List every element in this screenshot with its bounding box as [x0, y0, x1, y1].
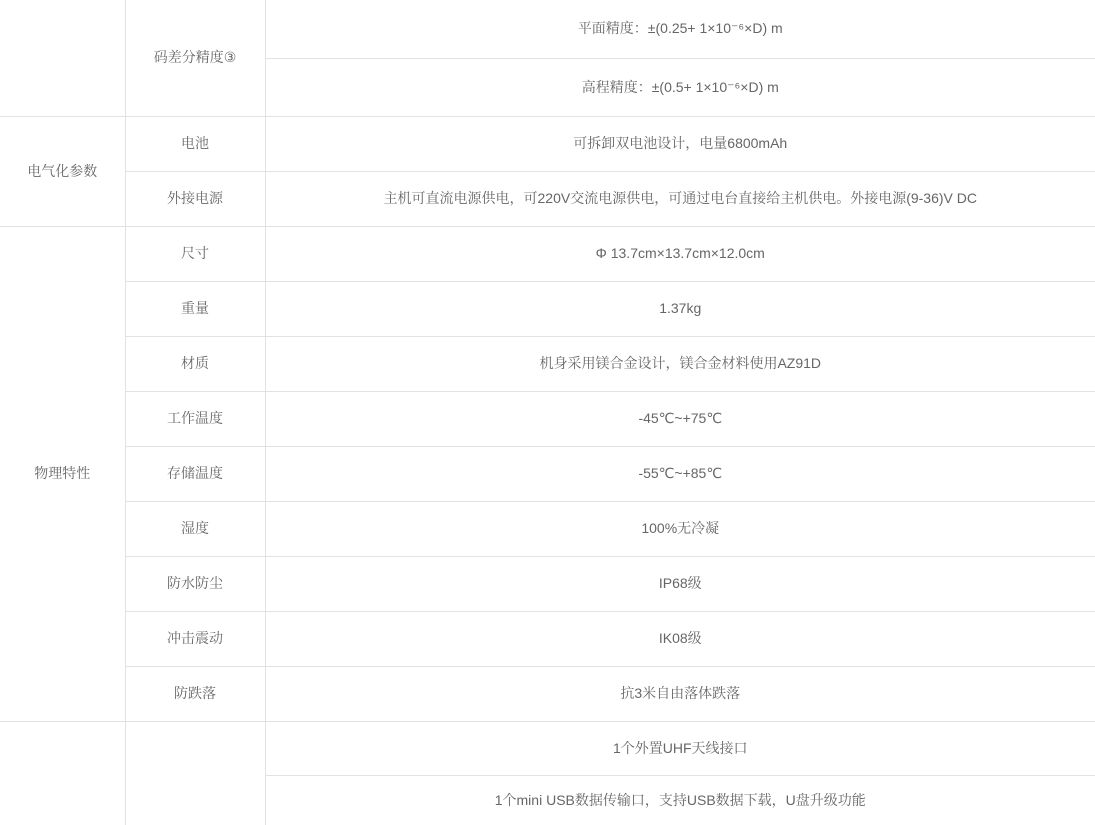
category-cell-physical: 物理特性 — [0, 226, 125, 721]
spec-value-plane-precision: 平面精度：±(0.25+ 1×10⁻⁶×D) m — [265, 0, 1095, 58]
spec-value-height-precision: 高程精度：±(0.5+ 1×10⁻⁶×D) m — [265, 58, 1095, 116]
spec-value-dimensions: Φ 13.7cm×13.7cm×12.0cm — [265, 226, 1095, 281]
spec-value-battery: 可拆卸双电池设计，电量6800mAh — [265, 116, 1095, 171]
spec-label-drop-resistance: 防跌落 — [125, 666, 265, 721]
spec-label-operating-temp: 工作温度 — [125, 391, 265, 446]
spec-value-operating-temp: -45℃~+75℃ — [265, 391, 1095, 446]
spec-label-code-diff-precision: 码差分精度③ — [125, 0, 265, 116]
spec-label-shock-vibration: 冲击震动 — [125, 611, 265, 666]
spec-value-external-power: 主机可直流电源供电，可220V交流电源供电，可通过电台直接给主机供电。外接电源(9-36)V DC — [265, 171, 1095, 226]
spec-value-uhf-antenna-port: 1个外置UHF天线接口 — [265, 721, 1095, 775]
spec-label-battery: 电池 — [125, 116, 265, 171]
spec-label-storage-temp: 存储温度 — [125, 446, 265, 501]
category-cell-precision — [0, 0, 125, 116]
spec-label-dimensions: 尺寸 — [125, 226, 265, 281]
spec-value-waterproof-dustproof: IP68级 — [265, 556, 1095, 611]
spec-label-external-power: 外接电源 — [125, 171, 265, 226]
spec-value-drop-resistance: 抗3米自由落体跌落 — [265, 666, 1095, 721]
spec-value-material: 机身采用镁合金设计，镁合金材料使用AZ91D — [265, 336, 1095, 391]
spec-value-weight: 1.37kg — [265, 281, 1095, 336]
category-cell-interface — [0, 721, 125, 825]
spec-value-storage-temp: -55℃~+85℃ — [265, 446, 1095, 501]
spec-value-humidity: 100%无冷凝 — [265, 501, 1095, 556]
spec-value-mini-usb-port: 1个mini USB数据传输口，支持USB数据下载，U盘升级功能 — [265, 775, 1095, 825]
spec-label-weight: 重量 — [125, 281, 265, 336]
spec-label-waterproof-dustproof: 防水防尘 — [125, 556, 265, 611]
spec-label-material: 材质 — [125, 336, 265, 391]
spec-label-humidity: 湿度 — [125, 501, 265, 556]
category-cell-electrical: 电气化参数 — [0, 116, 125, 226]
spec-value-shock-vibration: IK08级 — [265, 611, 1095, 666]
spec-label-interface — [125, 721, 265, 825]
